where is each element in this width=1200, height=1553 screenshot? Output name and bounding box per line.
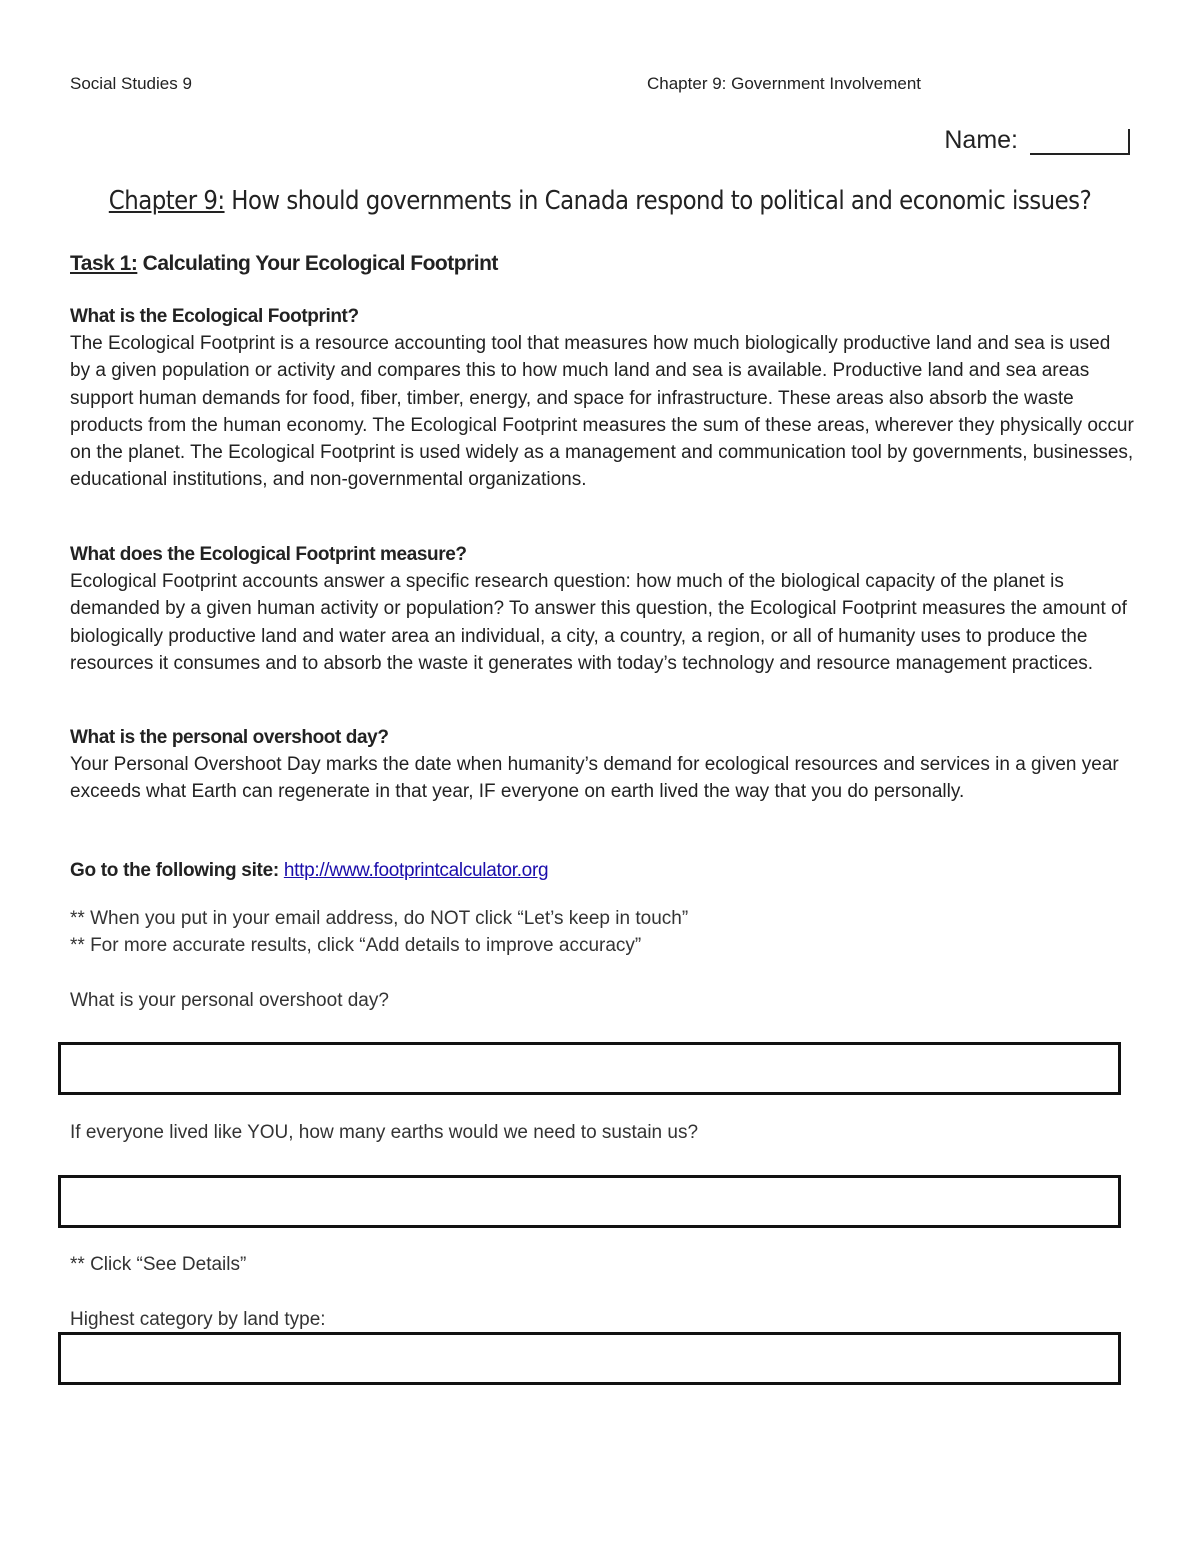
title-question: How should governments in Canada respond to political and economic issues? [224, 186, 1092, 216]
section-what-does-it-measure [70, 541, 1135, 677]
name-field-row [944, 126, 1130, 155]
page-title [72, 186, 1128, 216]
section-what-is-footprint [70, 303, 1135, 494]
section-body: Ecological Footprint accounts answer a specific research question: how much of the biological capacity of the planet is demanded by a given human activity or population? To answer this question, the Ecological Footprint measures the amount of biologically productive land and water area an individual, a city, a country, a region, or all of humanity uses to produce the resources it consumes and to absorb the waste it generates with today’s technology and resource management practices. [70, 571, 1127, 674]
header-course: Social Studies 9 [70, 74, 192, 93]
question-overshoot-day: What is your personal overshoot day? [70, 990, 389, 1011]
section-heading: What does the Ecological Footprint measure? [70, 544, 467, 565]
answer-box-overshoot-day[interactable] [58, 1042, 1121, 1095]
question-earths-needed: If everyone lived like YOU, how many earths would we need to sustain us? [70, 1122, 699, 1143]
header-chapter: Chapter 9: Government Involvement [647, 74, 922, 93]
section-heading: What is the Ecological Footprint? [70, 306, 359, 327]
section-body: Your Personal Overshoot Day marks the date when humanity’s demand for ecological resources and services in a given year exceeds what Earth can regenerate in that year, IF everyone on earth lived the way that you do personally. [70, 754, 1119, 803]
name-label: Name: [944, 126, 1018, 154]
answer-box-earths-needed[interactable] [58, 1175, 1121, 1228]
footprint-calculator-link[interactable]: http://www.footprintcalculator.org [283, 860, 549, 881]
question-highest-category: Highest category by land type: [70, 1309, 326, 1330]
go-label: Go to the following site: [70, 860, 284, 881]
note-see-details: ** Click “See Details” [70, 1254, 247, 1275]
task-heading [70, 252, 498, 276]
task-prefix: Task 1: [70, 252, 138, 275]
section-overshoot-day [70, 724, 1135, 806]
title-prefix: Chapter 9: [108, 186, 225, 216]
note-email: ** When you put in your email address, do NOT click “Let’s keep in touch” [70, 908, 689, 929]
go-to-site [70, 860, 548, 882]
answer-box-highest-category[interactable] [58, 1332, 1121, 1385]
section-heading: What is the personal overshoot day? [70, 727, 389, 748]
task-title: Calculating Your Ecological Footprint [137, 252, 498, 275]
name-blank-line[interactable] [1030, 131, 1130, 155]
section-body: The Ecological Footprint is a resource accounting tool that measures how much biologically productive land and sea is used by a given population or activity and compares this to how much land and sea is available. Productive land and sea areas support human demands for food, fiber, timber, energy, and space for infrastructure. These areas also absorb the waste products from the human economy. The Ecological Footprint measures the sum of these areas, wherever they physically occur on the planet. The Ecological Footprint is used widely as a management and communication tool by governments, businesses, educational institutions, and non-governmental organizations. [70, 333, 1134, 491]
note-accuracy: ** For more accurate results, click “Add details to improve accuracy” [70, 935, 642, 956]
